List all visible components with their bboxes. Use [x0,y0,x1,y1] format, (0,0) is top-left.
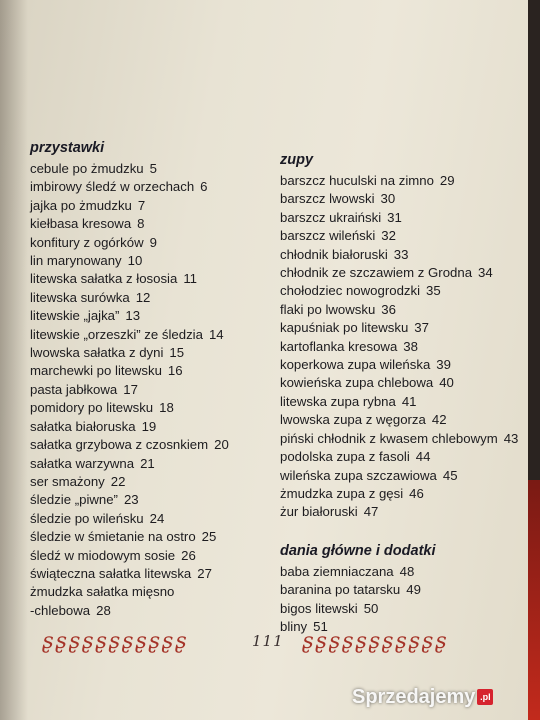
ornament-swirl-icon: ʂ [421,629,433,654]
entry-title: baba ziemniaczana [280,563,394,579]
toc-entry [280,356,520,374]
entry-title: chłodnik białoruski [280,246,388,262]
entry-title: litewska sałatka z łososia [30,271,178,287]
toc-entry [280,430,520,448]
entry-title: żmudzka sałatka mięsno [30,584,175,600]
entry-page-number: 46 [409,485,424,501]
toc-entry [280,227,520,245]
entry-title: marchewki po litewsku [30,363,162,379]
entry-title: żmudzka zupa z gęsi [280,485,404,501]
toc-entry [30,215,270,233]
toc-entry [280,503,520,521]
entry-title: wileńska zupa szczawiowa [280,467,437,483]
toc-entry [30,602,270,620]
toc-entry [30,399,270,417]
entry-page-number: 34 [478,265,493,281]
toc-entry [30,178,270,196]
entry-page-number: 43 [503,430,519,446]
entry-title: konfitury z ogórków [30,234,144,250]
toc-entry [30,344,270,362]
section-gap [280,522,520,541]
entry-page-number: 14 [208,326,224,342]
toc-entry [280,301,520,319]
entry-title: litewskie „jajka” [30,308,120,324]
toc-entry [280,374,520,392]
entry-page-number: 49 [406,582,421,598]
entry-page-number: 15 [169,345,185,361]
entry-page-number: 35 [426,283,441,299]
toc-entry [280,485,520,503]
entry-title: lwowska sałatka z dyni [30,345,164,361]
ornament-swirl-icon: ʂ [395,629,407,654]
entry-title: śledź w miodowym sosie [30,547,176,563]
entry-title: świąteczna sałatka litewska [30,565,192,581]
entry-title: chłodnik ze szczawiem z Grodna [280,265,473,281]
ornament-swirl-icon: ʂ [135,629,147,654]
toc-entry [30,197,270,215]
entry-title: żur białoruski [280,504,358,520]
entry-page-number: 27 [197,565,212,581]
toc-entry [30,528,270,546]
page-binding-shadow [0,0,28,720]
entry-page-number: 9 [149,234,157,250]
entry-page-number: 47 [363,504,379,520]
toc-entry [280,467,520,485]
toc-entry [30,362,270,380]
toc-entry [30,436,270,454]
entry-title: barszcz lwowski [280,191,375,207]
entry-page-number: 45 [442,467,458,483]
entry-page-number: 40 [439,375,454,391]
section-heading: dania główne i dodatki [280,542,436,559]
entry-title: litewskie „orzeszki” ze śledzia [30,326,203,342]
entry-title: litewska zupa rybna [280,393,396,409]
entry-page-number: 16 [167,363,183,379]
toc-entry [280,319,520,337]
section-heading: przystawki [30,140,105,156]
entry-page-number: 23 [123,492,139,508]
toc-entry [280,411,520,429]
footer-ornament-left [42,628,186,656]
entry-page-number: 41 [401,393,417,409]
entry-page-number: 24 [149,510,165,526]
entry-page-number: 32 [381,228,396,244]
entry-title: kapuśniak po litewsku [280,320,409,336]
entry-title: barszcz ukraiński [280,209,382,225]
ornament-swirl-icon: ʂ [68,629,80,654]
entry-title: pomidory po litewsku [30,400,154,416]
toc-entry [30,289,270,307]
entry-title: kowieńska zupa chlebowa [280,375,434,391]
entry-title: podolska zupa z fasoli [280,449,410,465]
toc-entry [280,190,520,208]
entry-title: śledzie w śmietanie na ostro [30,529,196,545]
toc-entry [30,270,270,288]
entry-page-number: 7 [137,197,146,213]
entry-page-number: 30 [380,191,396,207]
toc-entry [30,473,270,491]
entry-page-number: 39 [436,357,451,373]
entry-page-number: 19 [141,418,157,434]
entry-title: cebule po żmudzku [30,161,144,176]
entry-page-number: 6 [200,179,208,195]
toc-entry [30,547,270,565]
entry-page-number: 5 [149,161,157,176]
toc-entry [30,234,270,252]
ornament-swirl-icon: ʂ [408,629,420,654]
next-page-red-edge [528,480,540,720]
entry-title: bigos litewski [280,600,358,616]
entry-page-number: 38 [403,338,418,354]
entry-page-number: 33 [393,246,409,262]
toc-entry [280,282,520,300]
entry-title: kiełbasa kresowa [30,216,132,232]
entry-title: sałatka białoruska [30,418,136,434]
entry-title: kartoflanka kresowa [280,338,398,354]
ornament-swirl-icon: ʂ [315,629,327,654]
entry-title: lin marynowany [30,253,122,269]
entry-title: lwowska zupa z węgorza [280,412,426,428]
entry-page-number: 22 [110,473,126,489]
entry-title: baranina po tatarsku [280,582,401,598]
entry-title: śledzie po wileńsku [30,510,144,526]
entry-page-number: 11 [183,271,198,287]
entry-title: ser smażony [30,473,105,489]
toc-entry [280,264,520,282]
toc-entry [30,252,270,270]
toc-entry [280,338,520,356]
ornament-swirl-icon: ʂ [434,629,447,654]
entry-title: koperkowa zupa wileńska [280,357,431,373]
toc-entry [30,381,270,399]
toc-entry [30,307,270,325]
toc-entry [280,448,520,466]
ornament-swirl-icon: ʂ [121,629,134,654]
entry-title: sałatka warzywna [30,455,135,471]
toc-left-column [30,138,270,620]
ornament-swirl-icon: ʂ [148,629,160,654]
toc-entry [30,326,270,344]
entry-page-number: 36 [381,301,396,317]
entry-title: chołodziec nowogrodzki [280,283,421,299]
ornament-swirl-icon: ʂ [355,629,367,654]
footer-ornament-right [302,628,446,656]
ornament-swirl-icon: ʂ [174,629,187,654]
ornament-swirl-icon: ʂ [81,629,94,654]
toc-entry [30,418,270,436]
entry-page-number: 29 [439,173,455,188]
watermark-logo [352,680,493,714]
entry-title: litewska surówka [30,289,130,305]
entry-title: -chlebowa [30,602,91,618]
toc-entry [280,581,520,599]
entry-title: bliny [280,618,308,634]
ornament-swirl-icon: ʂ [161,629,173,654]
entry-title: flaki po lwowsku [280,301,376,317]
entry-page-number: 31 [387,209,402,225]
toc-entry [280,209,520,227]
toc-entry [280,563,520,581]
entry-title: śledzie „piwne” [30,492,118,508]
entry-page-number: 37 [414,320,429,336]
entry-page-number: 20 [214,437,229,453]
ornament-swirl-icon: ʂ [42,629,54,654]
toc-entry [30,491,270,509]
entry-page-number: 13 [125,308,141,324]
ornament-swirl-icon: ʂ [341,629,354,654]
entry-title: barszcz wileński [280,228,376,244]
toc-entry [30,565,270,583]
ornament-swirl-icon: ʂ [95,629,107,654]
watermark-brand: Sprzedajemy [352,685,476,708]
toc-entry [30,583,270,601]
entry-title: pasta jabłkowa [30,381,118,397]
ornament-swirl-icon: ʂ [381,629,394,654]
toc-entry [280,600,520,618]
entry-page-number: 21 [140,455,155,471]
toc-entry [280,393,520,411]
ornament-swirl-icon: ʂ [55,629,67,654]
toc-right-column [280,150,520,636]
ornament-swirl-icon: ʂ [302,629,314,654]
watermark-badge: .pl [477,689,493,705]
entry-title: imbirowy śledź w orzechach [30,179,195,195]
entry-page-number: 25 [201,529,217,545]
toc-entry [280,172,520,190]
page-number: 111 [252,632,284,650]
entry-page-number: 50 [363,600,379,616]
entry-page-number: 26 [181,547,196,563]
entry-page-number: 42 [431,412,447,428]
entry-page-number: 28 [96,602,111,618]
ornament-swirl-icon: ʂ [328,629,340,654]
ornament-swirl-icon: ʂ [108,629,120,654]
toc-entry [30,510,270,528]
toc-entry [30,455,270,473]
entry-page-number: 10 [127,253,143,269]
entry-page-number: 18 [159,400,174,416]
toc-entry [280,246,520,264]
entry-page-number: 17 [123,381,138,397]
ornament-swirl-icon: ʂ [368,629,380,654]
entry-page-number: 8 [137,216,145,232]
entry-page-number: 48 [399,563,415,579]
entry-page-number: 12 [135,289,151,305]
entry-title: sałatka grzybowa z czosnkiem [30,437,209,453]
entry-page-number: 44 [415,449,431,465]
toc-entry [30,160,270,178]
entry-title: jajka po żmudzku [30,197,132,213]
entry-title: piński chłodnik z kwasem chlebowym [280,430,498,446]
section-heading: zupy [280,152,314,168]
entry-title: barszcz huculski na zimno [280,173,434,188]
entry-page-number: 51 [313,618,328,634]
